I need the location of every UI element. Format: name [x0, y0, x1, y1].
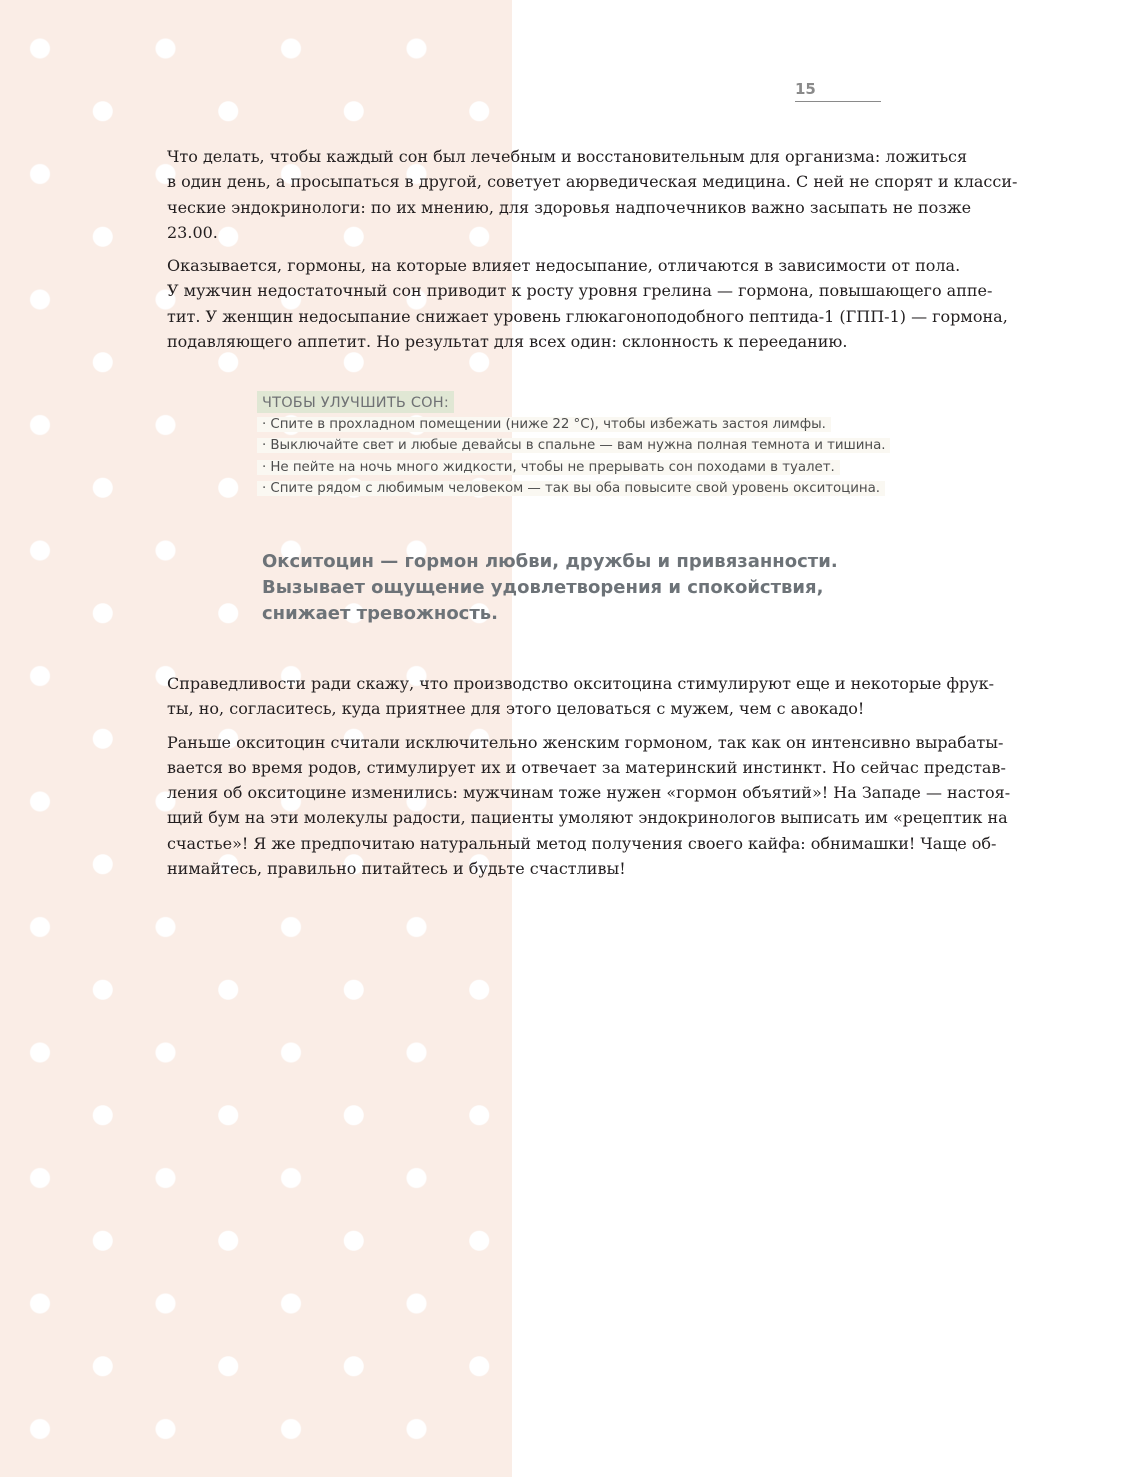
paragraph: Что делать, чтобы каждый сон был лечебным и восстановительным для организма: ложиться в один день, а просыпаться в другой, советует аюрведическая медицина. С ней не спорят и класси- ческие эндокринологи: по их мнению, для здоровья надпочечников важно засыпать не позже 23.00. — [167, 147, 1018, 242]
body-text-top — [167, 144, 1018, 354]
oxytocin-pull-quote — [262, 549, 862, 627]
paragraph: Раньше окситоцин считали исключительно женским гормоном, так как он интенсивно вырабаты- вается во время родов, стимулирует их и отвечает за материнский инстинкт. Но сейчас представ- ления об окситоцине изменились: мужчинам тоже нужен «гормон объятий»! На Западе — настоя- щий бум на эти молекулы радости, пациенты умоляют эндокринологов выписать им «рецептик на счастье»! Я же предпочитаю натуральный метод получения своего кайфа: обнимашки! Чаще об- нимайтесь, правильно питайтесь и будьте счастливы! — [167, 732, 1011, 879]
tips-list-item: · Выключайте свет и любые девайсы в спальне — вам нужна полная темнота и тишина. — [257, 435, 955, 456]
quote-line: снижает тревожность. — [262, 603, 499, 624]
tips-title: ЧТОБЫ УЛУЧШИТЬ СОН: — [257, 391, 454, 413]
paragraph: Оказывается, гормоны, на которые влияет недосыпание, отличаются в зависимости от пола. У мужчин недостаточный сон приводит к росту уровня грелина — гормона, повышающего аппе- тит. У женщин недосыпание снижает уровень глюкагоноподобного пептида-1 (ГПП-1) — гормона, подавляющего аппетит. Но результат для всех один: склонность к перееданию. — [167, 256, 1008, 352]
body-text-bottom — [167, 671, 1018, 881]
tips-list — [257, 414, 955, 499]
tips-list-item: · Не пейте на ночь много жидкости, чтобы не прерывать сон походами в туалет. — [257, 457, 955, 478]
tips-list-item: · Спите в прохладном помещении (ниже 22 °C), чтобы избежать застоя лимфы. — [257, 414, 955, 435]
quote-line: Окситоцин — гормон любви, дружбы и привязанности. — [262, 551, 838, 572]
quote-line: Вызывает ощущение удовлетворения и спокойствия, — [262, 577, 824, 598]
sleep-tips-box — [257, 391, 955, 499]
tips-list-item: · Спите рядом с любимым человеком — так вы оба повысите свой уровень окситоцина. — [257, 478, 955, 499]
page-number: 15 — [795, 80, 881, 102]
paragraph: Справедливости ради скажу, что производство окситоцина стимулируют еще и некоторые фрук- ты, но, согласитесь, куда приятнее для этого целоваться с мужем, чем с авокадо! — [167, 674, 995, 719]
